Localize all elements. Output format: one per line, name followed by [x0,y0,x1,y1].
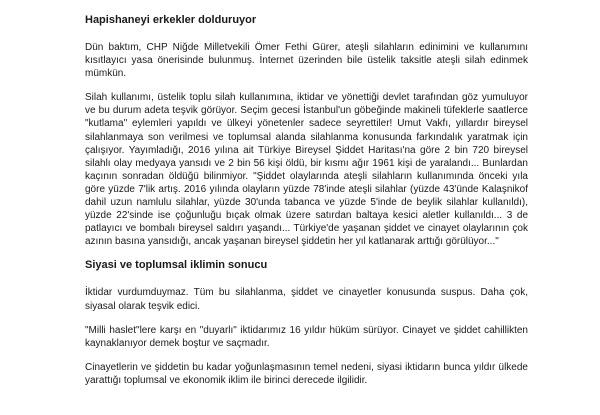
section-heading: Siyasi ve toplumsal iklimin sonucu [85,259,268,272]
spacer [85,313,528,324]
spacer [85,27,528,41]
paragraph: Dün baktım, CHP Niğde Milletvekili Ömer Fethi Gürer, ateşli silahların edinimini ve kullanımını kısıtlayıcı yasa önerisinde bulunmuş. İnternet üzerinden bile üstelik taksitle ateşli silah edinmek mümkün. [85,42,528,80]
paragraph: Cinayetlerin ve şiddetin bu kadar yoğunlaşmasının temel nedeni, siyasi iktidarın bunca yıldır ülkede yarattığı toplumsal ve ekonomik iklim ile birinci derecede ilgilidir. [85,361,528,386]
article-body [85,14,528,387]
paragraph: İktidar vurdumduymaz. Tüm bu silahlanma, şiddet ve cinayetler konusunda suspus. Daha çok, siyasal olarak teşvik edici. [85,287,528,312]
paragraph: "Milli haslet"lere karşı en "duyarlı" iktidarımız 16 yıldır hüküm sürüyor. Cinayet ve şiddet cahillikten kaynaklanıyor demek boştur ve saçmadır. [85,324,528,349]
spacer [85,248,528,259]
paragraph: Silah kullanımı, üstelik toplu silah kullanımına, iktidar ve yönettiği devlet tarafından göz yumuluyor ve bu durum adeta teşvik görüyor. Seçim gecesi İstanbul'un göbeğinde makineli tüfeklerle saatlerce "kutlama" eylemleri yapıldı ve ülkeyi yönetenler sadece seyrettiler! Umut Vakfı, yıllardır bireysel silahlanmaya son verilmesi ve toplumsal alanda silahlanma konusunda farkındalık yaratmak için çalışıyor. Yayımladığı, 2016 yılına ait Türkiye Bireysel Şiddet Haritası'na göre 2 bin 720 bireysel silahlı olay medyaya yansıdı ve 2 bin 56 kişi öldü, bir kısmı ağır 1961 kişi de yaralandı... Bunlardan kaçının sonradan öldüğü bilinmiyor. "Şiddet olaylarında ateşli silahların kullanımında önceki yıla göre yüzde 7'lik artış. 2016 yılında olayların yüzde 78'inde ateşli silahlar (yüzde 43'ünde Kalaşnikof dahil uzun namlulu silahlar, yüzde 30'unda tabanca ve yüzde 5'inde de beylik silahlar kullanıldı), yüzde 22'sinde ise çoğunluğu bıçak olmak üzere satırdan baltaya kesici aletler kullanıldı... 3 de patlayıcı ve bombalı bireysel saldırı yaşandı... Türkiye'de yaşanan şiddet ve cinayet olaylarının çok azının basına yansıdığı, ancak yaşanan bireysel şiddetin her yıl katlanarak arttığı görülüyor..." [85,92,528,248]
spacer [85,272,528,286]
spacer [85,80,528,91]
spacer [85,350,528,361]
section-heading: Hapishaneyi erkekler dolduruyor [85,14,257,26]
